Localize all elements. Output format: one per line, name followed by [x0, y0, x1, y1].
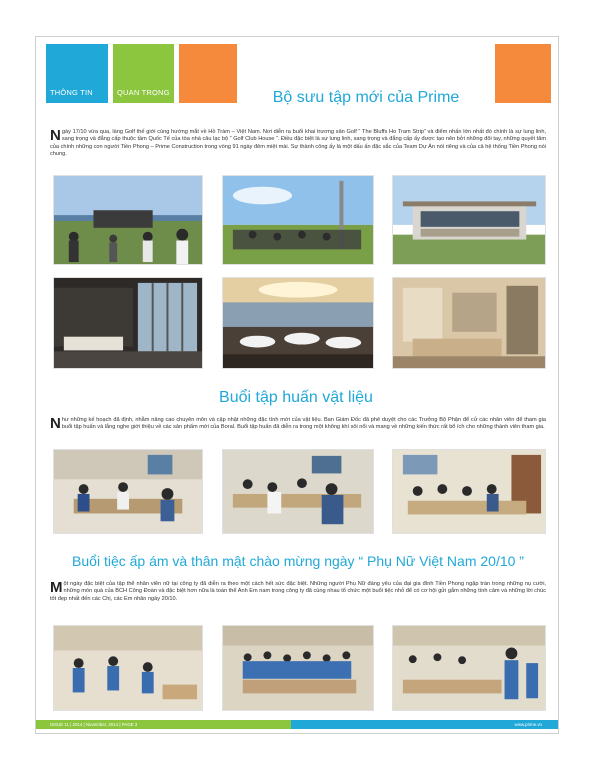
dropcap: M	[50, 579, 63, 596]
header-tile-important-label: QUAN TRỌNG	[117, 88, 170, 97]
photo-golf-crowd	[222, 175, 374, 265]
section-title-womens-day: Buổi tiệc ấp ám và thân mật chào mừng ngày “ Phụ Nữ Việt Nam 20/10 ”	[72, 553, 524, 569]
section-body: gày 17/10 vừa qua, làng Golf thế giới cùng hướng mắt về Hồ Tràm – Việt Nam. Nơi diễn ra buổi khai trương sân Golf “ The Bluffs Ho Tram Strip” và điểm nhấn lớn nhất đó chính là sự lung linh, sang trọng và đẳng cấp thuộc tầm Quốc Tế của tòa nhà câu lạc bộ “ Golf Club House ”. Điều đặc biệt là sự lung linh, sang trọng và đẳng cấp ấy được tạo nên bởi những đôi tay, những quyết tâm của chính những con người Tiền Phong – Prime Construction trong vòng 91 ngày đêm miệt mài. Sự thành công ấy là một dấu ấn đặc sắc của Team Dự Án nói riêng và của cả hệ thống Tiền Phong nói chung.	[50, 129, 546, 158]
photo-party-1	[53, 625, 203, 711]
section-body: hư những kế hoạch đã định, nhằm nâng cao chuyên môn và cập nhật những đặc tính mới của vật liệu. Ban Giám Đốc đã phê duyệt cho các Trưởng Bộ Phận để cử các nhân viên để tham gia buổi tập huấn và lắng nghe giới thiệu về các sản phẩm mới của Boral. Buổi tập huấn đã diễn ra trong một không khí sôi nổi và mang về những kiến thức rất bổ ích cho những thành viên tham gia.	[61, 417, 546, 431]
photo-party-3	[392, 625, 546, 711]
section-text-womens-day	[50, 581, 546, 603]
photo-golf-ceremony	[53, 175, 203, 265]
header-tile-orange-left	[179, 44, 237, 103]
dropcap: N	[50, 127, 61, 144]
photo-training-2	[222, 449, 374, 534]
photo-training-1	[53, 449, 203, 534]
footer-issue-info: ISSUE 11 | 2014 | November, 2014 | PAGE 3	[50, 721, 138, 727]
photo-party-2	[222, 625, 374, 711]
header-tile-important	[113, 44, 174, 103]
page-frame	[35, 36, 559, 734]
section-title-prime-collection: Bộ sưu tập mới của Prime	[272, 89, 460, 106]
header-tile-info	[46, 44, 108, 103]
footer-green-band	[36, 720, 291, 729]
photo-lobby	[53, 277, 203, 369]
header-tile-info-label: THÔNG TIN	[50, 88, 93, 97]
dropcap: N	[50, 415, 61, 432]
section-title-material-training: Buổi tập huấn vật liệu	[219, 389, 373, 406]
photo-suite-room	[392, 277, 546, 369]
footer-website-link[interactable]: www.prime.vn	[514, 721, 542, 727]
section-body: ột ngày đặc biệt của tập thể nhân viên nữ tại công ty đã diễn ra theo một cách hết sức đặc biệt. Những người Phụ Nữ đáng yêu của đại gia đình Tiền Phong ngập tràn trong những nụ cười, những món quà của BCH Công Đoàn và đặc biệt hơn nữa là toàn thể Anh Em nam trong công ty đã cùng nhau tổ chức một buổi tiệc nhỏ để có cơ hội gửi gắm những tình cảm và những lời chúc tốt đẹp nhất đến các Chị, các Em nhân ngày 20/10.	[50, 581, 546, 602]
footer-bar	[36, 720, 558, 729]
section-text-material-training	[50, 417, 546, 432]
footer-blue-band	[291, 720, 558, 729]
section-text-prime-collection	[50, 129, 546, 159]
photo-training-3	[392, 449, 546, 534]
photo-dining-hall	[222, 277, 374, 369]
header-tile-orange-right	[495, 44, 551, 103]
photo-club-house	[392, 175, 546, 265]
